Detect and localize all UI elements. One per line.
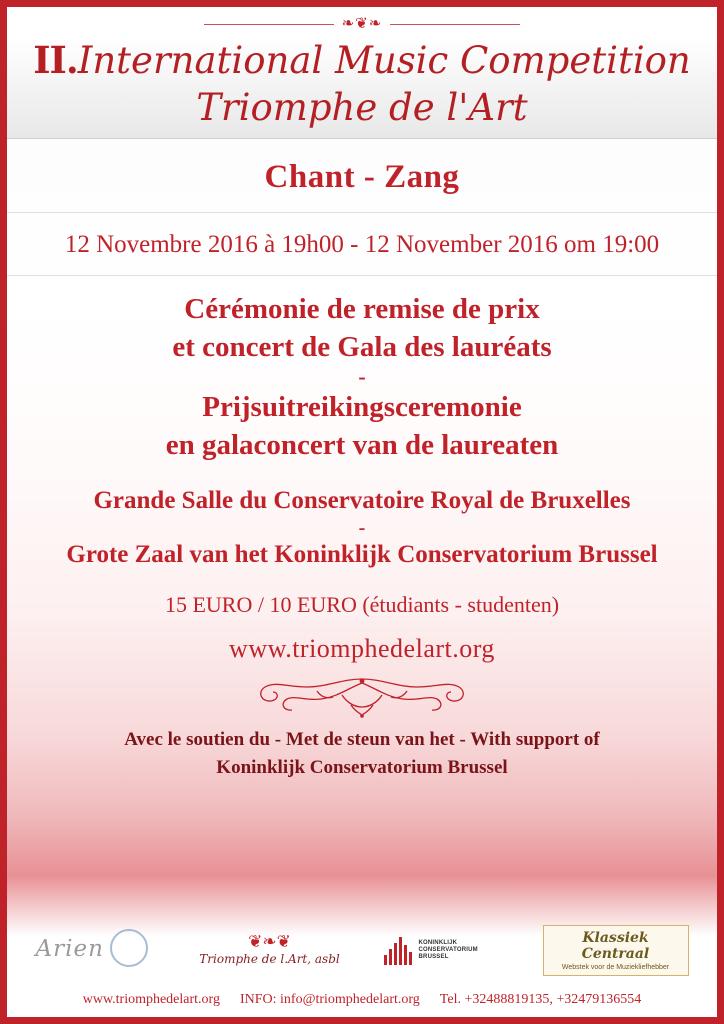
conservatorium-line-1: KONINKLIJK bbox=[418, 939, 458, 946]
conservatorium-logo-text bbox=[419, 940, 478, 961]
ornament-divider bbox=[247, 674, 477, 720]
triomphe-logo bbox=[185, 931, 355, 966]
support-line-1: Avec le soutien du - Met de steun van het - With support of bbox=[124, 729, 600, 750]
title-roman-numeral: II. bbox=[33, 38, 78, 82]
sponsor-conservatorium[interactable] bbox=[384, 924, 514, 976]
klassiek-logo bbox=[543, 925, 689, 976]
arien-circle-icon bbox=[110, 929, 148, 967]
top-ornament bbox=[7, 11, 717, 37]
sponsor-klassiek-centraal[interactable] bbox=[543, 924, 689, 976]
event-fr-line-2: et concert de Gala des lauréats bbox=[172, 331, 552, 363]
event-separator: - bbox=[358, 364, 366, 389]
sponsor-arien[interactable] bbox=[36, 924, 156, 976]
flourish-dot-icon bbox=[360, 679, 365, 684]
event-nl-line-1: Prijsuitreikingsceremonie bbox=[202, 391, 522, 423]
sponsor-triomphe[interactable] bbox=[185, 924, 355, 976]
klassiek-logo-title: Klassiek Centraal bbox=[581, 929, 650, 962]
footer-contact-bar bbox=[7, 983, 717, 1017]
conservatorium-line-3: BRUSSEL bbox=[418, 953, 449, 960]
ornament-flourish-icon: ❧❦❧ bbox=[341, 15, 383, 32]
conservatorium-line-2: CONSERVATORIUM bbox=[418, 946, 478, 953]
ornament-line-right bbox=[390, 24, 520, 25]
event-date: 12 Novembre 2016 à 19h00 - 12 November 2016 om 19:00 bbox=[64, 231, 660, 258]
divider-above-date bbox=[7, 212, 717, 213]
venue-fr: Grande Salle du Conservatoire Royal de Bruxelles bbox=[93, 487, 631, 514]
poster-title-line-2: Triomphe de l'Art bbox=[196, 86, 528, 129]
event-fr-line-1: Cérémonie de remise de prix bbox=[184, 293, 540, 325]
support-block bbox=[124, 726, 600, 782]
competition-category: Chant - Zang bbox=[264, 159, 460, 195]
title-main-text: International Music Competition bbox=[77, 39, 691, 82]
conservatorium-bars-icon bbox=[384, 935, 414, 965]
footer-website[interactable]: www.triomphedelart.org bbox=[82, 992, 220, 1007]
footer-phone: Tel. +32488819135, +32479136554 bbox=[439, 992, 642, 1007]
event-description bbox=[166, 290, 559, 464]
flourish-icon bbox=[247, 675, 477, 719]
venue-block bbox=[66, 484, 657, 572]
venue-separator: - bbox=[358, 517, 366, 539]
triomphe-ornament-icon: ❦❧❦ bbox=[248, 931, 291, 951]
arien-logo-text: Arien bbox=[35, 936, 104, 962]
venue-nl: Grote Zaal van het Koninklijk Conservatorium Brussel bbox=[66, 541, 658, 568]
title-block bbox=[7, 37, 717, 138]
ornament-line-left bbox=[204, 24, 334, 25]
klassiek-logo-subtitle: Webstek voor de Muziekliefhebber bbox=[561, 963, 670, 971]
divider-below-date bbox=[7, 275, 717, 276]
conservatorium-logo bbox=[384, 935, 514, 965]
event-nl-line-2: en galaconcert van de laureaten bbox=[165, 429, 559, 461]
flourish-dot-bottom-icon bbox=[360, 714, 364, 718]
poster-title-line-1 bbox=[19, 37, 705, 84]
website-url[interactable]: www.triomphedelart.org bbox=[229, 634, 495, 663]
footer-info-email[interactable]: INFO: info@triomphedelart.org bbox=[239, 992, 420, 1007]
triomphe-logo-text: Triomphe de l.Art, asbl bbox=[199, 951, 340, 966]
ticket-price: 15 EURO / 10 EURO (étudiants - studenten) bbox=[164, 592, 560, 617]
support-line-2: Koninklijk Conservatorium Brussel bbox=[216, 757, 508, 778]
sponsor-strip bbox=[7, 921, 717, 979]
arien-logo bbox=[36, 927, 156, 973]
divider-under-title bbox=[7, 138, 717, 139]
